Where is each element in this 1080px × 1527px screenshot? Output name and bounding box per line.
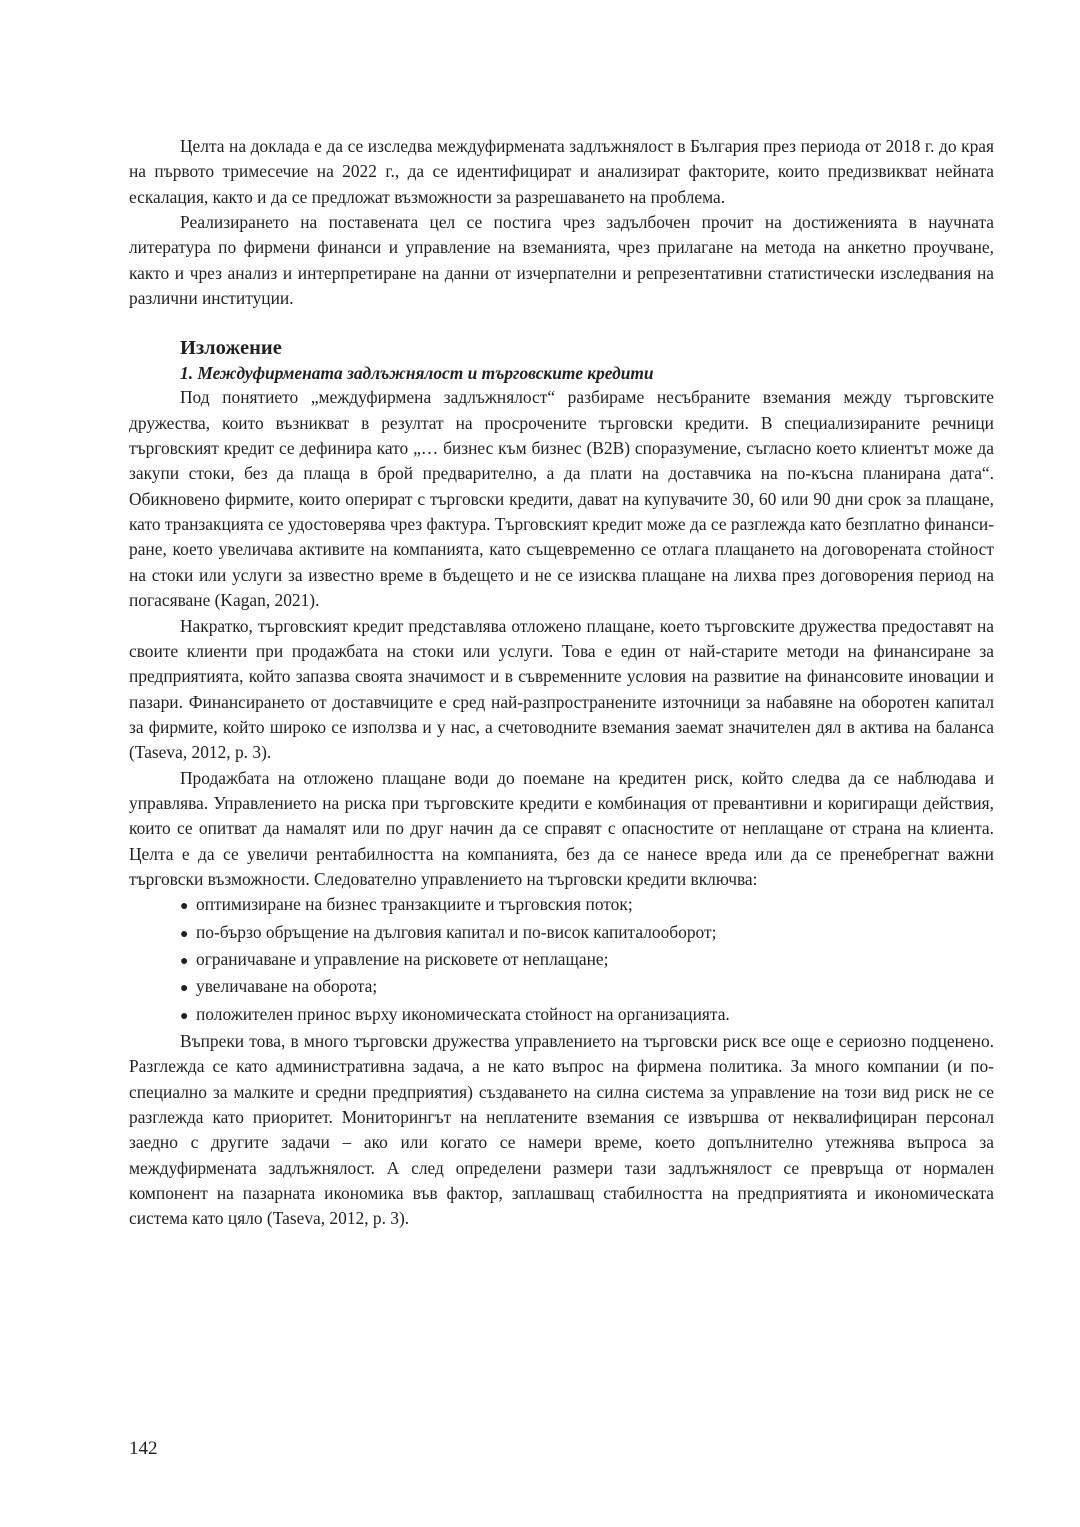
list-item	[180, 920, 994, 947]
page-body	[129, 134, 994, 1232]
list-item-text: оптимизиране на бизнес транзакциите и търговския поток;	[196, 894, 633, 915]
list-item	[180, 1002, 994, 1029]
subsection-heading: 1. Междуфирмената задлъжнялост и търговските кредити	[180, 363, 654, 384]
intro-paragraph-2: Реализирането на поставената цел се постига чрез задълбочен прочит на достиженията в научната литература по фирмени финанси и управление на вземанията, чрез прилагане на метода на анкетно проучване, както и чрез анализ и интерпретиране на данни от изчерпателни и репрезентативни статистически изследвания на различни институции.	[129, 212, 994, 309]
list-item-text: положителен принос върху икономическата стойност на организацията.	[196, 1003, 730, 1024]
body-paragraph-3: Продажбата на отложено плащане води до поемане на кредитен риск, който следва да се наблюдава и управлява. Управлението на риска при търговските кредити е комбинация от превантивни и коригиращи действия, които се опитват да намалят или по друг начин да се справят с опасностите от неплащане от страна на клиента. Целта е да се увеличи рентабилността на компанията, без да се нанесе вреда или да се пренебрегнат важни търговски възможности. Следователно управлението на търговски кредити включва:	[129, 767, 994, 889]
bullet-icon: ●	[180, 953, 189, 969]
bullet-icon: ●	[180, 1008, 189, 1024]
list-item-text: увеличаване на оборота;	[196, 976, 378, 997]
list-item-text: ограничаване и управление на рисковете от неплащане;	[196, 948, 609, 969]
body-paragraph-1: Под понятието „междуфирмена задлъжнялост“ разбираме несъбраните вземания между търговските дружества, които възникват в резултат на просрочените търговски кредити. В специализираните речници търговският кредит се дефинира като „… бизнес към бизнес (B2B) споразумение, съгласно което клиентът може да закупи стоки, без да плаща в брой предварително, а да плати на доставчика на по-късна планирана дата“. Обикновено фирмите, които оперират с търговски кредити, дават на купувачите 30, 60 или 90 дни срок за плащане, като транзакцията се удостоверява чрез фактура. Търговският кредит може да се разглежда като безплатно финансиране, което увеличава активите на компанията, като същевременно се отлага плащането на договорената стойност на стоки или услуги за известно време в бъдещето и не се изисква плащане на лихва през договорения период на погасяване (Kagan, 2021).	[129, 387, 994, 611]
bullet-icon: ●	[180, 926, 189, 942]
list-item	[180, 947, 994, 974]
credit-management-list	[129, 892, 994, 1029]
section-heading: Изложение	[180, 337, 282, 360]
list-item	[180, 974, 994, 1001]
list-item-text: по-бързо обръщение на дълговия капитал и по-висок капиталооборот;	[196, 921, 717, 942]
list-item	[180, 892, 994, 919]
page-number: 142	[129, 1438, 158, 1459]
body-paragraph-2: Накратко, търговският кредит представлява отложено плащане, което търговските дружества предоставят на своите клиенти при продажбата на стоки или услуги. Това е един от най-старите методи на финансиране за предприятията, който запазва своята значимост и в съвременните условия на развитие на финансовите иновации и пазари. Финансирането от доставчиците е сред най-разпространените източници за набавяне на оборотен капитал за фирмите, който широко се използва и у нас, а счетоводните вземания заемат значителен дял в актива на баланса (Taseva, 2012, p. 3).	[129, 615, 994, 763]
bullet-icon: ●	[180, 981, 189, 997]
intro-paragraph-1: Целта на доклада е да се изследва междуфирмената задлъжнялост в България през периода от 2018 г. до края на първото тримесечие на 2022 г., да се идентифицират и анализират факторите, които предизвикват нейната ескалация, както и да се предложат възможности за разрешаването на проблема.	[129, 136, 994, 207]
body-paragraph-4: Въпреки това, в много търговски дружества управлението на търговски риск все още е сериозно подценено. Разглежда се като административна задача, а не като въпрос на фирмена политика. За много компании (и по-специално за малките и средни предприятия) създаването на силна система за управление на този вид риск не се разглежда като приоритет. Мониторингът на неплатените вземания се извършва от неквалифициран персонал заедно с другите задачи – ако или когато се намери време, което допълнително утежнява въпроса за междуфирмената задлъжнялост. А след определени размери тази задлъжнялост се превръща от нормален компонент на пазарната икономика във фактор, заплашващ стабилността на предприятията и икономическата система като цяло (Taseva, 2012, p. 3).	[129, 1031, 994, 1229]
bullet-icon: ●	[180, 899, 189, 915]
